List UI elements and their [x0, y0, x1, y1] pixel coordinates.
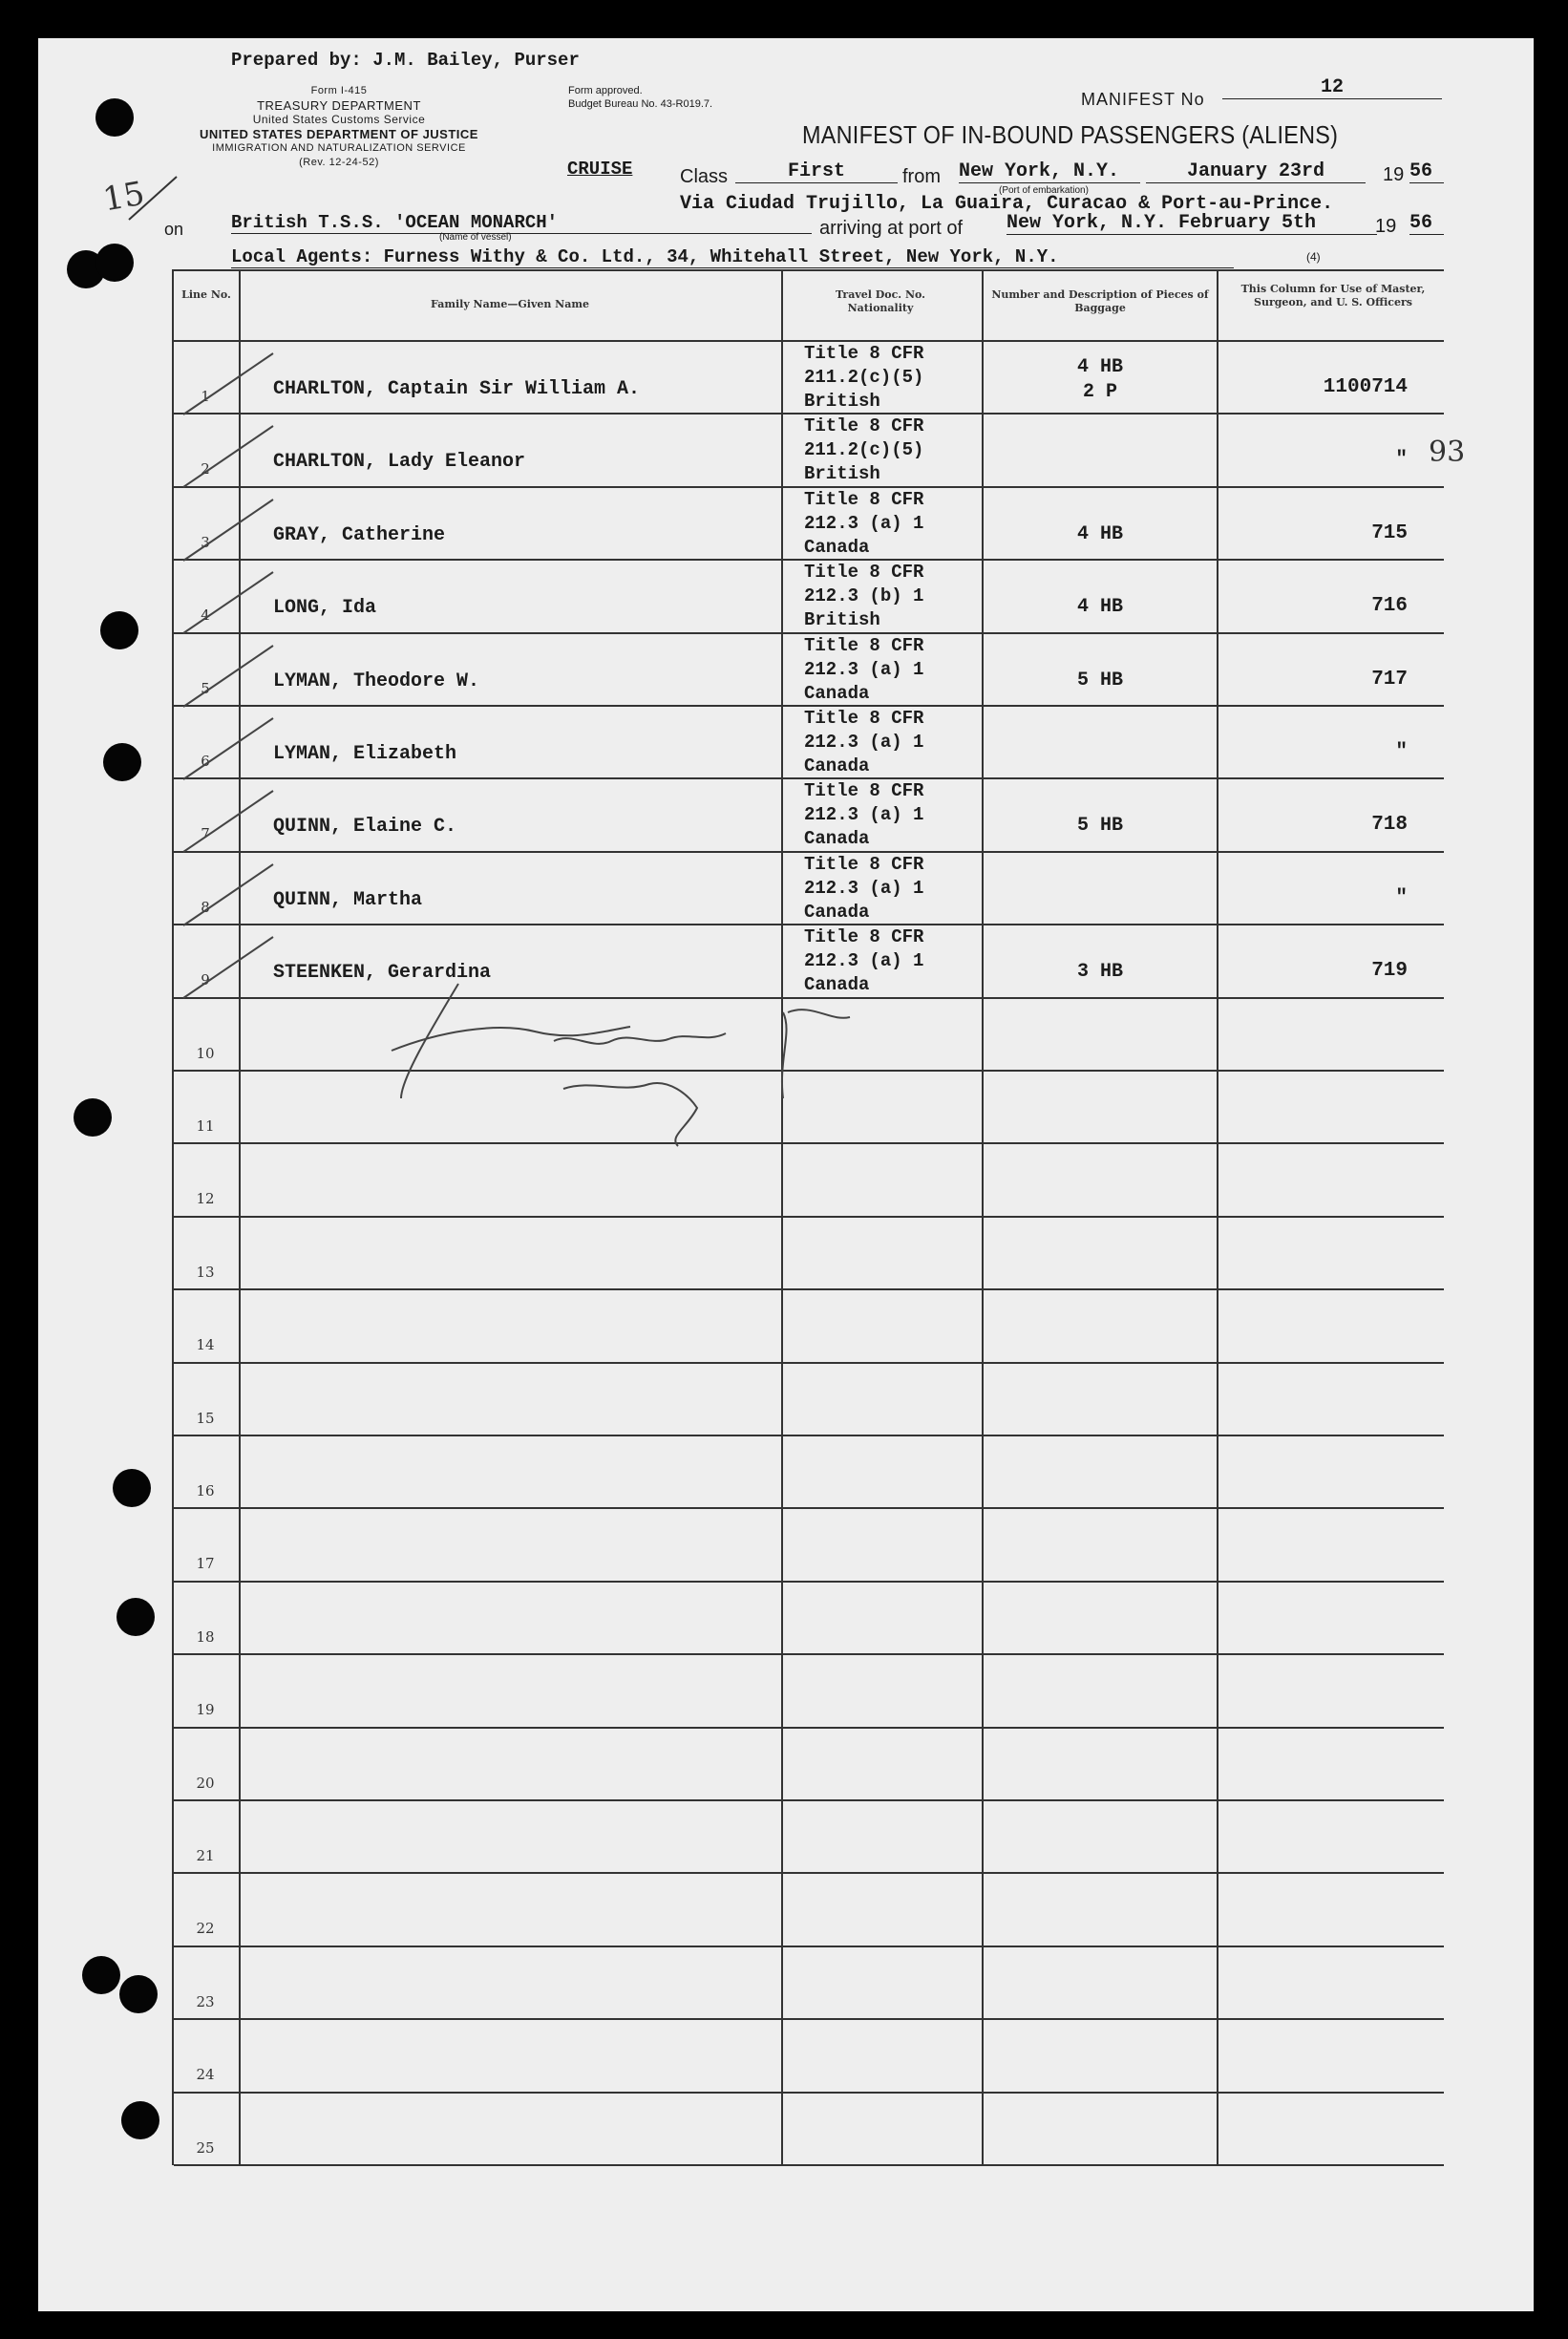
row-rule — [174, 1727, 1444, 1729]
cruise-label: CRUISE — [567, 159, 633, 180]
line-number: 5 — [201, 679, 210, 697]
baggage-description — [985, 355, 1215, 405]
punch-hole — [103, 743, 141, 781]
class-label: Class — [680, 166, 729, 187]
line-number: 2 — [201, 460, 210, 478]
row-rule — [174, 2018, 1444, 2020]
form-line: United States Customs Service — [252, 113, 426, 126]
travel-document-line: Canada — [804, 755, 870, 776]
check-mark — [178, 711, 283, 787]
travel-document-line: 212.3 (a) 1 — [804, 877, 924, 899]
form-approved-line: Form approved. — [568, 85, 643, 96]
year-prefix: 19 — [1383, 164, 1405, 185]
travel-document-line: Canada — [804, 901, 870, 923]
form-line: (Rev. 12-24-52) — [299, 157, 379, 168]
punch-hole — [82, 1956, 120, 1994]
punch-hole — [117, 1598, 155, 1636]
line-number: 20 — [196, 1774, 215, 1792]
officer-number: 719 — [1371, 960, 1408, 983]
col-header-line-no: Line No. — [181, 288, 231, 301]
punch-hole — [74, 1098, 112, 1137]
check-mark — [178, 783, 283, 860]
baggage-description — [985, 669, 1215, 693]
travel-document-line: Title 8 CFR — [804, 343, 924, 364]
punch-hole — [113, 1469, 151, 1507]
officer-number: " — [1395, 741, 1408, 763]
manifest-number: 12 — [1222, 76, 1442, 99]
arriving-value: New York, N.Y. February 5th — [1006, 212, 1377, 235]
travel-document — [804, 488, 923, 560]
line-number: 19 — [196, 1701, 215, 1719]
via-line: Via Ciudad Trujillo, La Guaira, Curacao & Port-au-Prince. — [680, 193, 1334, 215]
travel-document — [804, 634, 923, 706]
baggage-line: 2 P — [1082, 381, 1117, 403]
travel-document — [804, 853, 923, 925]
row-rule — [174, 2164, 1444, 2166]
from-value: New York, N.Y. — [959, 160, 1140, 183]
vessel-name: British T.S.S. 'OCEAN MONARCH' — [231, 212, 812, 234]
line-number: 14 — [196, 1336, 215, 1354]
check-mark — [178, 638, 283, 714]
travel-document-line: 211.2(c)(5) — [804, 439, 924, 461]
line-number: 25 — [196, 2138, 215, 2157]
passenger-name: LYMAN, Theodore W. — [273, 670, 480, 692]
line-number: 16 — [196, 1482, 215, 1499]
travel-document-line: 212.3 (b) 1 — [804, 585, 924, 607]
travel-document — [804, 779, 923, 851]
corner-annotation: 15 — [99, 174, 148, 220]
travel-document-line: 212.3 (a) 1 — [804, 512, 924, 534]
row-rule — [174, 1435, 1444, 1436]
baggage-description — [985, 960, 1215, 985]
travel-document-line: 212.3 (a) 1 — [804, 732, 924, 753]
port-embarkation-note: (Port of embarkation) — [999, 185, 1089, 196]
line-number: 7 — [201, 825, 210, 843]
travel-document-line: British — [804, 463, 880, 485]
officer-number: 1100714 — [1323, 376, 1408, 398]
travel-document-line: 212.3 (a) 1 — [804, 658, 924, 680]
line-number: 23 — [196, 1992, 215, 2010]
punch-hole — [121, 2101, 159, 2139]
check-mark — [178, 492, 283, 568]
vessel-note: (Name of vessel) — [439, 232, 512, 243]
punch-hole — [100, 611, 138, 649]
travel-document-line: 211.2(c)(5) — [804, 367, 924, 388]
travel-document-line: Title 8 CFR — [804, 488, 924, 510]
passenger-name: LYMAN, Elizabeth — [273, 743, 457, 765]
row-rule — [174, 1653, 1444, 1655]
row-rule — [174, 1872, 1444, 1874]
baggage-line: 4 HB — [1076, 596, 1123, 619]
col-header-baggage: Number and Description of Pieces of Baggage — [991, 288, 1209, 314]
row-rule — [174, 1799, 1444, 1801]
check-mark — [178, 346, 283, 422]
arriving-label: arriving at port of — [819, 218, 964, 239]
line-number: 3 — [201, 533, 210, 551]
manifest-title: MANIFEST OF IN-BOUND PASSENGERS (ALIENS) — [802, 120, 1339, 149]
travel-document-line: British — [804, 391, 880, 412]
row-rule — [174, 1362, 1444, 1364]
travel-document — [804, 561, 923, 632]
officer-number: 718 — [1371, 814, 1408, 837]
travel-document-line: Canada — [804, 682, 870, 704]
row-rule — [174, 1216, 1444, 1218]
from-label: from — [902, 166, 941, 187]
check-mark — [178, 564, 283, 641]
travel-document — [804, 415, 923, 486]
class-value: First — [735, 160, 898, 183]
passenger-table — [172, 269, 1444, 2165]
travel-document-line: Title 8 CFR — [804, 853, 924, 875]
on-label: on — [164, 220, 184, 239]
arriving-year: 56 — [1409, 212, 1444, 235]
travel-document — [804, 707, 923, 778]
travel-document-line: Title 8 CFR — [804, 562, 924, 584]
local-agents: Local Agents: Furness Withy & Co. Ltd., 34, Whitehall Street, New York, N.Y. — [231, 246, 1234, 268]
corner-checkmark — [124, 172, 191, 229]
form-approved — [568, 84, 712, 111]
officer-number: 717 — [1371, 668, 1408, 691]
baggage-line: 3 HB — [1076, 961, 1123, 984]
form-approved-line: Budget Bureau No. 43-R019.7. — [568, 98, 713, 110]
arriving-year-prefix: 19 — [1375, 216, 1397, 237]
officer-number: 716 — [1371, 595, 1408, 618]
row-rule — [174, 1581, 1444, 1583]
punch-hole — [119, 1975, 158, 2013]
line-number: 4 — [201, 606, 210, 625]
baggage-line: 4 HB — [1076, 522, 1123, 545]
line-number: 15 — [196, 1409, 215, 1427]
line-number: 17 — [196, 1555, 215, 1573]
passenger-name: CHARLTON, Captain Sir William A. — [273, 378, 641, 400]
form-line: TREASURY DEPARTMENT — [257, 98, 421, 113]
prepared-by: Prepared by: J.M. Bailey, Purser — [231, 50, 580, 71]
officer-number: " — [1395, 449, 1408, 472]
officer-number: " — [1395, 886, 1408, 909]
line-number: 22 — [196, 1920, 215, 1938]
side-annotation-93: 93 — [1429, 436, 1466, 469]
row-rule — [174, 1507, 1444, 1509]
passenger-name: QUINN, Elaine C. — [273, 816, 457, 839]
baggage-line: 4 HB — [1076, 356, 1123, 378]
form-line: IMMIGRATION AND NATURALIZATION SERVICE — [212, 142, 466, 154]
punch-hole — [95, 244, 134, 282]
travel-document — [804, 342, 923, 414]
line-number: 11 — [196, 1117, 215, 1135]
officer-number: 715 — [1371, 521, 1408, 544]
row-rule — [174, 1946, 1444, 1947]
travel-document-line: Canada — [804, 828, 870, 850]
travel-document-line: Canada — [804, 536, 870, 558]
passenger-name: LONG, Ida — [273, 597, 377, 620]
form-line: UNITED STATES DEPARTMENT OF JUSTICE — [200, 127, 478, 141]
line-number: 12 — [196, 1190, 215, 1208]
travel-document-line: Title 8 CFR — [804, 926, 924, 948]
travel-document-line: 212.3 (a) 1 — [804, 804, 924, 826]
check-mark — [178, 857, 283, 933]
baggage-description — [985, 814, 1215, 839]
manifest-number-label: MANIFEST No — [1081, 90, 1205, 109]
check-mark — [178, 418, 283, 495]
travel-document-line: Title 8 CFR — [804, 708, 924, 729]
line-number: 1 — [201, 388, 210, 405]
passenger-name: QUINN, Martha — [273, 888, 423, 911]
col-header-travel-doc: Travel Doc. No. Nationality — [836, 288, 925, 314]
line-number: 8 — [201, 898, 210, 916]
baggage-description — [985, 595, 1215, 620]
line-number: 18 — [196, 1627, 215, 1646]
line-number: 21 — [196, 1847, 215, 1864]
year-value: 56 — [1409, 160, 1444, 183]
passenger-name: GRAY, Catherine — [273, 523, 446, 546]
passenger-name: STEENKEN, Gerardina — [273, 962, 492, 985]
line-number: 6 — [201, 753, 210, 770]
line-number: 24 — [196, 2066, 215, 2084]
check-mark — [178, 929, 283, 1006]
form-line: Form I-415 — [310, 85, 368, 96]
baggage-description — [985, 522, 1215, 547]
handwritten-signature — [382, 974, 898, 1165]
departure-date: January 23rd — [1146, 160, 1366, 183]
travel-document-line: Title 8 CFR — [804, 634, 924, 656]
line-number: 9 — [201, 971, 210, 989]
note-4: (4) — [1306, 250, 1321, 264]
travel-document-line: Title 8 CFR — [804, 780, 924, 802]
travel-document-line: Canada — [804, 974, 870, 996]
baggage-line: 5 HB — [1076, 669, 1123, 691]
row-rule — [174, 2092, 1444, 2094]
punch-hole — [95, 98, 134, 137]
travel-document-line: Title 8 CFR — [804, 415, 924, 437]
travel-document-line: 212.3 (a) 1 — [804, 950, 924, 972]
travel-document-line: British — [804, 609, 880, 631]
col-header-name: Family Name—Given Name — [431, 298, 589, 310]
line-number: 13 — [196, 1263, 215, 1281]
baggage-line: 5 HB — [1076, 815, 1123, 838]
row-rule — [174, 1288, 1444, 1290]
header-top-rule — [174, 269, 1444, 271]
form-info-block — [162, 84, 516, 170]
col-header-officers: This Column for Use of Master, Surgeon, and U. S. Officers — [1240, 283, 1426, 308]
passenger-name: CHARLTON, Lady Eleanor — [273, 451, 526, 474]
line-number: 10 — [196, 1044, 215, 1062]
